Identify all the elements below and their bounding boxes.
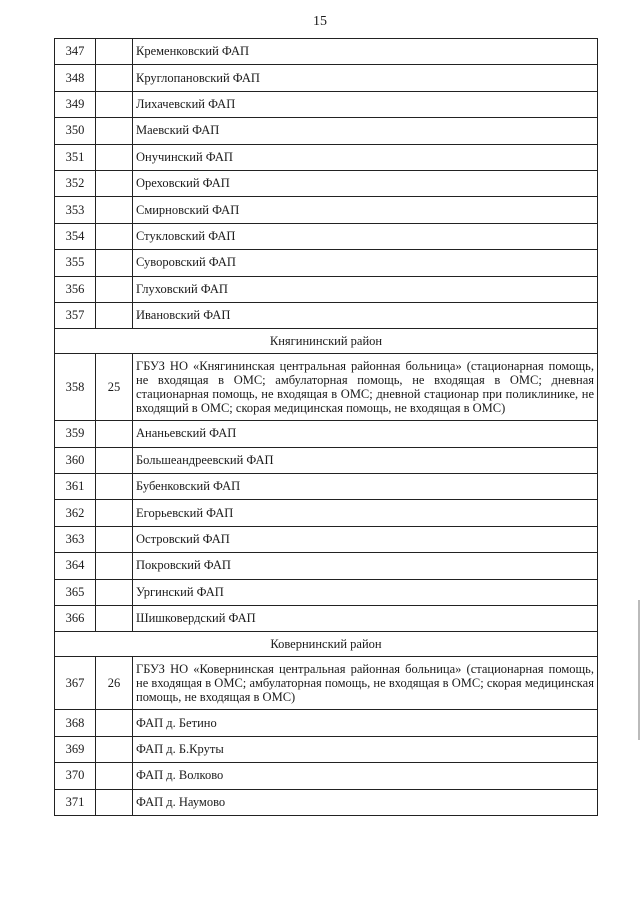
sub-number [96, 447, 133, 473]
facility-name [133, 657, 598, 710]
row-number: 371 [55, 789, 96, 815]
row-number: 351 [55, 144, 96, 170]
sub-number [96, 710, 133, 736]
row-number: 350 [55, 118, 96, 144]
facility-description: ГБУЗ НО «Ковернинская центральная районная больница» (стационарная помощь, не входящая в ОМС; амбулаторная помощь, не входящая в ОМС; скорая медицинская помощь, не входящая в ОМС) [136, 662, 594, 705]
table-row [55, 302, 598, 328]
facility-name: Ургинский ФАП [133, 579, 598, 605]
sub-number [96, 606, 133, 632]
sub-number [96, 39, 133, 65]
table-row [55, 39, 598, 65]
sub-number [96, 474, 133, 500]
facility-name: ФАП д. Бетино [133, 710, 598, 736]
table-row [55, 763, 598, 789]
facility-name: Кременковский ФАП [133, 39, 598, 65]
row-number: 357 [55, 302, 96, 328]
row-number: 355 [55, 250, 96, 276]
table-row [55, 789, 598, 815]
row-number: 370 [55, 763, 96, 789]
sub-number [96, 553, 133, 579]
row-number: 363 [55, 526, 96, 552]
sub-number [96, 526, 133, 552]
sub-number [96, 144, 133, 170]
row-number: 349 [55, 91, 96, 117]
table-row [55, 197, 598, 223]
facility-name: Шишковердский ФАП [133, 606, 598, 632]
row-number: 356 [55, 276, 96, 302]
table-row [55, 250, 598, 276]
facility-name: Стукловский ФАП [133, 223, 598, 249]
facility-name: ФАП д. Наумово [133, 789, 598, 815]
facility-name: ФАП д. Волково [133, 763, 598, 789]
row-number: 364 [55, 553, 96, 579]
table-row [55, 553, 598, 579]
sub-number [96, 170, 133, 196]
facility-name: Покровский ФАП [133, 553, 598, 579]
facility-name: Онучинский ФАП [133, 144, 598, 170]
row-number: 362 [55, 500, 96, 526]
section-row-kniaginino [55, 329, 598, 354]
facility-name: Ивановский ФАП [133, 302, 598, 328]
facility-name: Ананьевский ФАП [133, 421, 598, 447]
table-row [55, 354, 598, 421]
table-row [55, 144, 598, 170]
table-row [55, 421, 598, 447]
facility-name: Суворовский ФАП [133, 250, 598, 276]
facility-name: Круглопановский ФАП [133, 65, 598, 91]
sub-number [96, 118, 133, 144]
table-row [55, 65, 598, 91]
section-heading: Княгининский район [55, 329, 598, 354]
table-row [55, 474, 598, 500]
facility-name: Бубенковский ФАП [133, 474, 598, 500]
sub-number [96, 223, 133, 249]
facility-name: Глуховский ФАП [133, 276, 598, 302]
row-number: 354 [55, 223, 96, 249]
page-number: 15 [313, 14, 327, 29]
facility-name: Лихачевский ФАП [133, 91, 598, 117]
facility-name: Смирновский ФАП [133, 197, 598, 223]
facility-name: Егорьевский ФАП [133, 500, 598, 526]
row-number: 368 [55, 710, 96, 736]
facility-name: Маевский ФАП [133, 118, 598, 144]
facility-name: Островский ФАП [133, 526, 598, 552]
table-row [55, 657, 598, 710]
facility-name: Большеандреевский ФАП [133, 447, 598, 473]
sub-number [96, 763, 133, 789]
sub-number [96, 500, 133, 526]
table-row [55, 276, 598, 302]
sub-number [96, 736, 133, 762]
section-heading: Ковернинский район [55, 632, 598, 657]
sub-number [96, 276, 133, 302]
table-row [55, 606, 598, 632]
table-row [55, 170, 598, 196]
row-number: 359 [55, 421, 96, 447]
facility-name: Ореховский ФАП [133, 170, 598, 196]
table-row [55, 500, 598, 526]
sub-number [96, 789, 133, 815]
table-row [55, 223, 598, 249]
table-row [55, 579, 598, 605]
row-number: 348 [55, 65, 96, 91]
table-row [55, 91, 598, 117]
row-number: 360 [55, 447, 96, 473]
row-number: 358 [55, 354, 96, 421]
sub-number [96, 579, 133, 605]
sub-number [96, 302, 133, 328]
sub-number [96, 65, 133, 91]
row-number: 367 [55, 657, 96, 710]
sub-number: 25 [96, 354, 133, 421]
row-number: 353 [55, 197, 96, 223]
row-number: 365 [55, 579, 96, 605]
table-row [55, 526, 598, 552]
table-row [55, 118, 598, 144]
section-row-koverninsky [55, 632, 598, 657]
row-number: 366 [55, 606, 96, 632]
sub-number [96, 421, 133, 447]
sub-number [96, 250, 133, 276]
row-number: 369 [55, 736, 96, 762]
table-row [55, 710, 598, 736]
sub-number [96, 197, 133, 223]
facility-name [133, 354, 598, 421]
row-number: 361 [55, 474, 96, 500]
row-number: 347 [55, 39, 96, 65]
sub-number [96, 91, 133, 117]
facilities-table [54, 38, 598, 816]
table-row [55, 447, 598, 473]
row-number: 352 [55, 170, 96, 196]
table-row [55, 736, 598, 762]
facility-name: ФАП д. Б.Круты [133, 736, 598, 762]
facility-description: ГБУЗ НО «Княгининская центральная районная больница» (стационарная помощь, не входящая в ОМС; амбулаторная помощь, не входящая в ОМС; дневная стационарная помощь, не входящая в ОМС; дневной стационар при поликлинике, не входящий в ОМС; скорая медицинская помощь, не входящая в ОМС) [136, 359, 594, 416]
sub-number: 26 [96, 657, 133, 710]
